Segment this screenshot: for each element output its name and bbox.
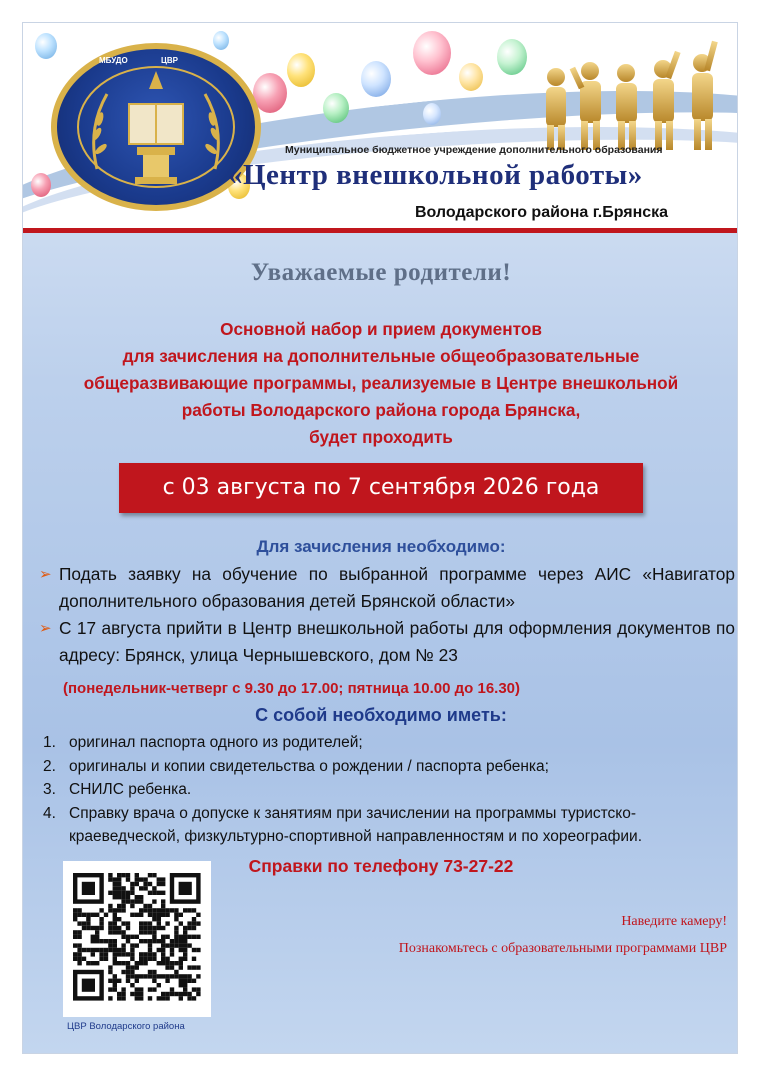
documents-heading: С собой необходимо иметь: [255,705,507,725]
emblem-left-text: МБУДО [99,56,128,65]
arrow-bullet-icon: ➢ [39,620,52,637]
poster [22,22,738,1054]
list-item [43,802,738,849]
camera-prompt: Наведите камеру! [621,914,727,929]
institution-name: Муниципальное бюджетное учреждение дополнительного образования [285,144,663,156]
intro-line: будет проходить [309,427,453,447]
intro-line: для зачисления на дополнительные общеобразовательные [122,346,640,366]
item-text: Справку врача о допуске к занятиям при зачислении на программы туристско-краеведческой, физкультурно-спортивной направленностям и по хореографии. [69,804,643,845]
requirement-text: Подать заявку на обучение по выбранной программе через АИС «Навигатор дополнительного образования детей Брянской области» [59,564,735,611]
qr-code-graphic [63,861,211,1017]
list-item [43,755,738,779]
intro-line: общеразвивающие программы, реализуемые в Центре внешкольной [83,373,679,393]
item-text: СНИЛС ребенка. [69,781,192,798]
intro-text [23,316,738,451]
header-banner [23,23,738,233]
item-number: 1. [43,734,56,751]
emblem-right-text: ЦВР [161,56,178,65]
item-number: 4. [43,804,56,822]
list-item [43,731,738,755]
item-text: оригинал паспорта одного из родителей; [69,734,363,751]
intro-line: Основной набор и прием документов [220,319,542,339]
item-number: 3. [43,781,56,798]
office-hours: (понедельник-четверг с 9.30 до 17.00; пятница 10.00 до 16.30) [63,680,521,697]
requirement-text: С 17 августа прийти в Центр внешкольной работы для оформления документов по адресу: Брянск, улица Чернышевского, дом № 23 [59,618,735,665]
item-text: оригиналы и копии свидетельства о рождении / паспорта ребенка; [69,757,549,775]
greeting-heading: Уважаемые родители! [250,259,512,286]
qr-code[interactable] [63,861,211,1017]
center-title: «Центр внешкольной работы» [228,159,643,191]
children-silhouettes [528,37,728,152]
list-item [39,615,735,669]
header-divider [23,228,738,233]
arrow-bullet-icon: ➢ [39,566,52,583]
intro-line: работы Володарского района города Брянска, [181,400,581,420]
programs-prompt: Познакомьтесь с образовательными программами ЦВР [398,941,727,956]
requirements-list [39,561,735,669]
requirements-heading: Для зачисления необходимо: [256,537,506,556]
list-item [39,561,735,615]
documents-list [43,731,738,849]
list-item [43,778,738,802]
phone-info: Справки по телефону 73-27-22 [248,856,514,876]
qr-caption: ЦВР Володарского района [67,1021,185,1032]
district-name: Володарского района г.Брянска [415,204,669,221]
emblem-graphic [57,49,255,205]
item-number: 2. [43,757,56,775]
dates-banner: с 03 августа по 7 сентября 2026 года [119,463,643,513]
